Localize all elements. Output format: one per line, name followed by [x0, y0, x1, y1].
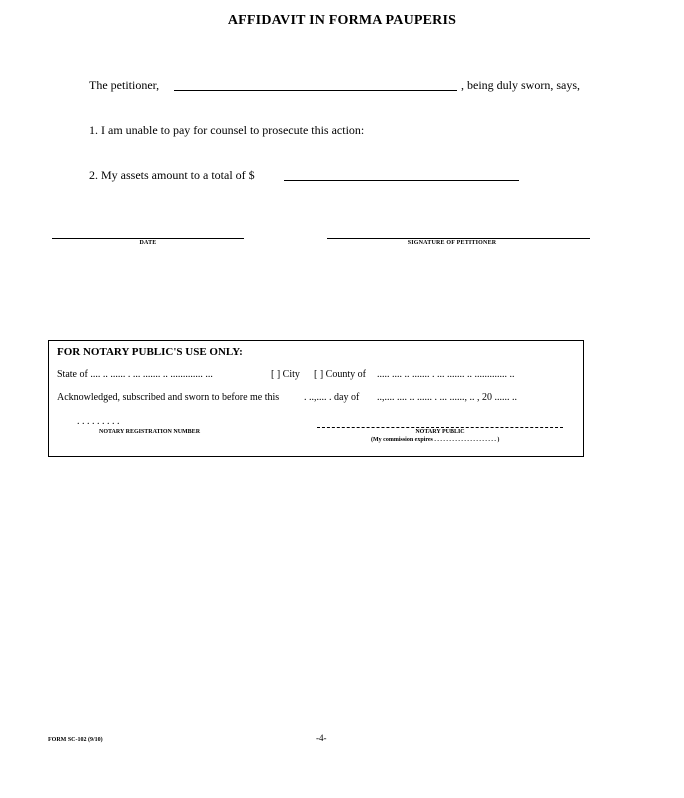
city-option[interactable]: [ ] City [271, 369, 300, 380]
ack-month-year-dots[interactable]: ..,.... .... .. ...... . ... ......, .. , 20 ...... .. [377, 392, 517, 403]
notary-signature-line[interactable] [317, 427, 563, 428]
signature-line[interactable] [327, 238, 590, 239]
signature-label: SIGNATURE OF PETITIONER [407, 240, 497, 246]
date-label: DATE [139, 240, 157, 246]
page-number: -4- [316, 733, 327, 743]
county-option[interactable]: [ ] County of [314, 369, 366, 380]
petitioner-suffix: , being duly sworn, says, [461, 78, 580, 92]
notary-public-label: NOTARY PUBLIC [415, 429, 465, 435]
ack-day-dots[interactable]: . ..,.... . day of [304, 392, 360, 403]
commission-dots[interactable]: . . . . . . . . . . . . . . . . . . . . . ) [434, 437, 500, 443]
item-2-text: 2. My assets amount to a total of $ [89, 168, 255, 182]
state-row [57, 369, 213, 380]
assets-amount-line[interactable] [284, 180, 519, 181]
county-dots[interactable]: ..... .... .. ....... . ... ....... .. ............. .. [377, 369, 515, 380]
form-id: FORM SC-102 (9/10) [48, 737, 103, 743]
registration-label: NOTARY REGISTRATION NUMBER [99, 429, 201, 435]
commission-row [371, 437, 499, 443]
notary-section [48, 340, 584, 457]
petitioner-name-line[interactable] [174, 90, 457, 91]
petitioner-prefix: The petitioner, [89, 78, 160, 92]
page-title: AFFIDAVIT IN FORMA PAUPERIS [227, 13, 457, 28]
state-dots[interactable]: .... .. ...... . ... ....... .. ............. ... [90, 369, 213, 380]
notary-heading: FOR NOTARY PUBLIC'S USE ONLY: [57, 346, 243, 358]
item-1-text: 1. I am unable to pay for counsel to prosecute this action: [89, 123, 365, 137]
acknowledged-text: Acknowledged, subscribed and sworn to before me this [57, 392, 280, 403]
commission-label: (My commission expires [371, 437, 433, 443]
state-prefix: State of [57, 369, 88, 380]
registration-dots[interactable]: . . . . . . . . . [77, 416, 120, 427]
date-line[interactable] [52, 238, 244, 239]
